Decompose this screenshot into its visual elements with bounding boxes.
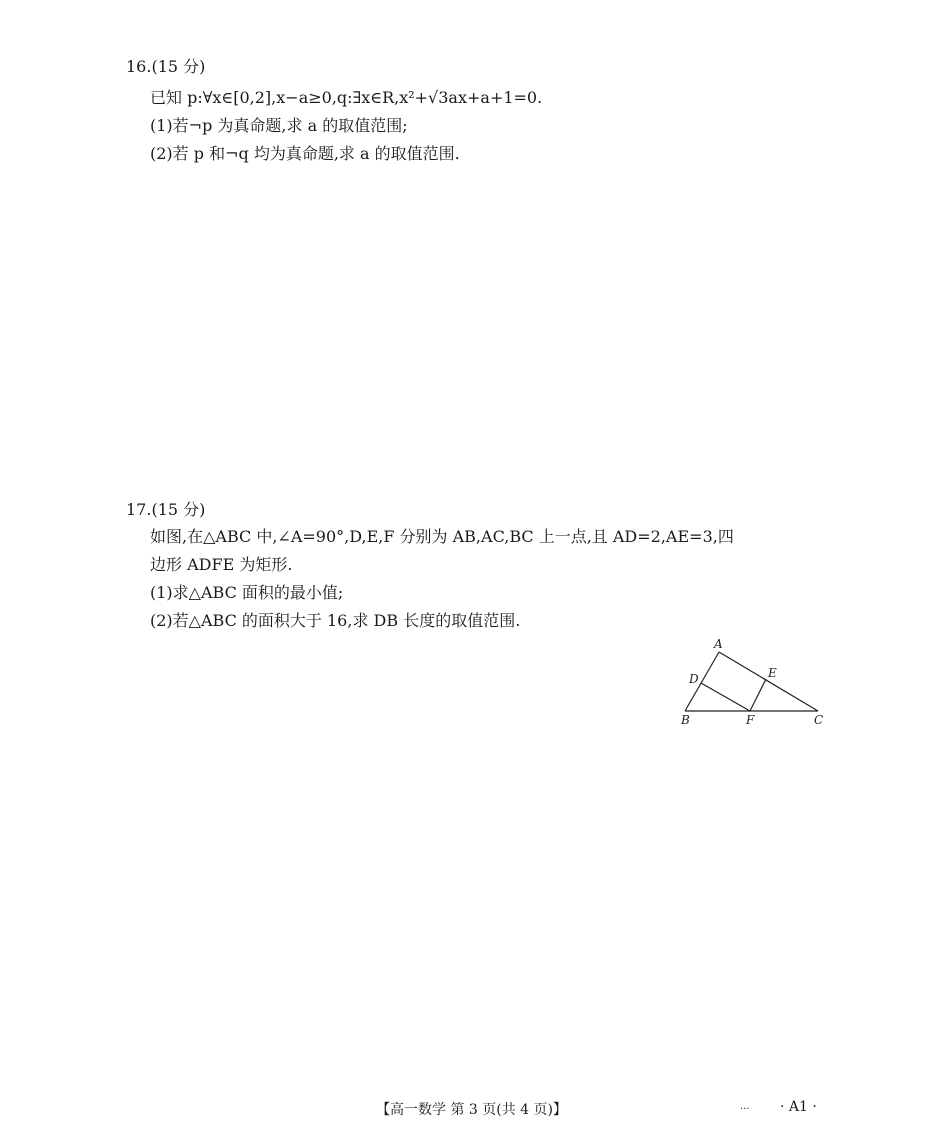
label-a: A <box>714 637 723 651</box>
q17-stem-line1: 如图,在△ABC 中,∠A=90°,D,E,F 分别为 AB,AC,BC 上一点,且 AD=2,AE=3,四 <box>150 527 734 546</box>
edge-df <box>701 683 750 711</box>
footer-dots: ... <box>740 1101 750 1112</box>
q17-part2: (2)若△ABC 的面积大于 16,求 DB 长度的取值范围. <box>150 611 521 630</box>
label-b: B <box>681 713 690 727</box>
label-d: D <box>689 672 699 686</box>
footer-page-info: 【高一数学 第 3 页(共 4 页)】 <box>376 1102 567 1118</box>
q16-part2: (2)若 p 和¬q 均为真命题,求 a 的取值范围. <box>150 144 460 163</box>
label-f: F <box>746 713 755 727</box>
edge-ef <box>750 679 766 711</box>
q17-part1: (1)求△ABC 面积的最小值; <box>150 583 344 602</box>
q16-part1: (1)若¬p 为真命题,求 a 的取值范围; <box>150 116 408 135</box>
q17-heading: 17.(15 分) <box>126 500 206 519</box>
q17-stem-line2: 边形 ADFE 为矩形. <box>150 555 293 574</box>
q16-stem: 已知 p:∀x∈[0,2],x−a≥0,q:∃x∈R,x²+√3ax+a+1=0. <box>150 88 543 107</box>
footer-code: · A1 · <box>780 1099 817 1115</box>
q16-heading: 16.(15 分) <box>126 57 206 76</box>
label-c: C <box>814 713 824 727</box>
triangle-figure <box>670 632 840 728</box>
label-e: E <box>768 666 777 680</box>
